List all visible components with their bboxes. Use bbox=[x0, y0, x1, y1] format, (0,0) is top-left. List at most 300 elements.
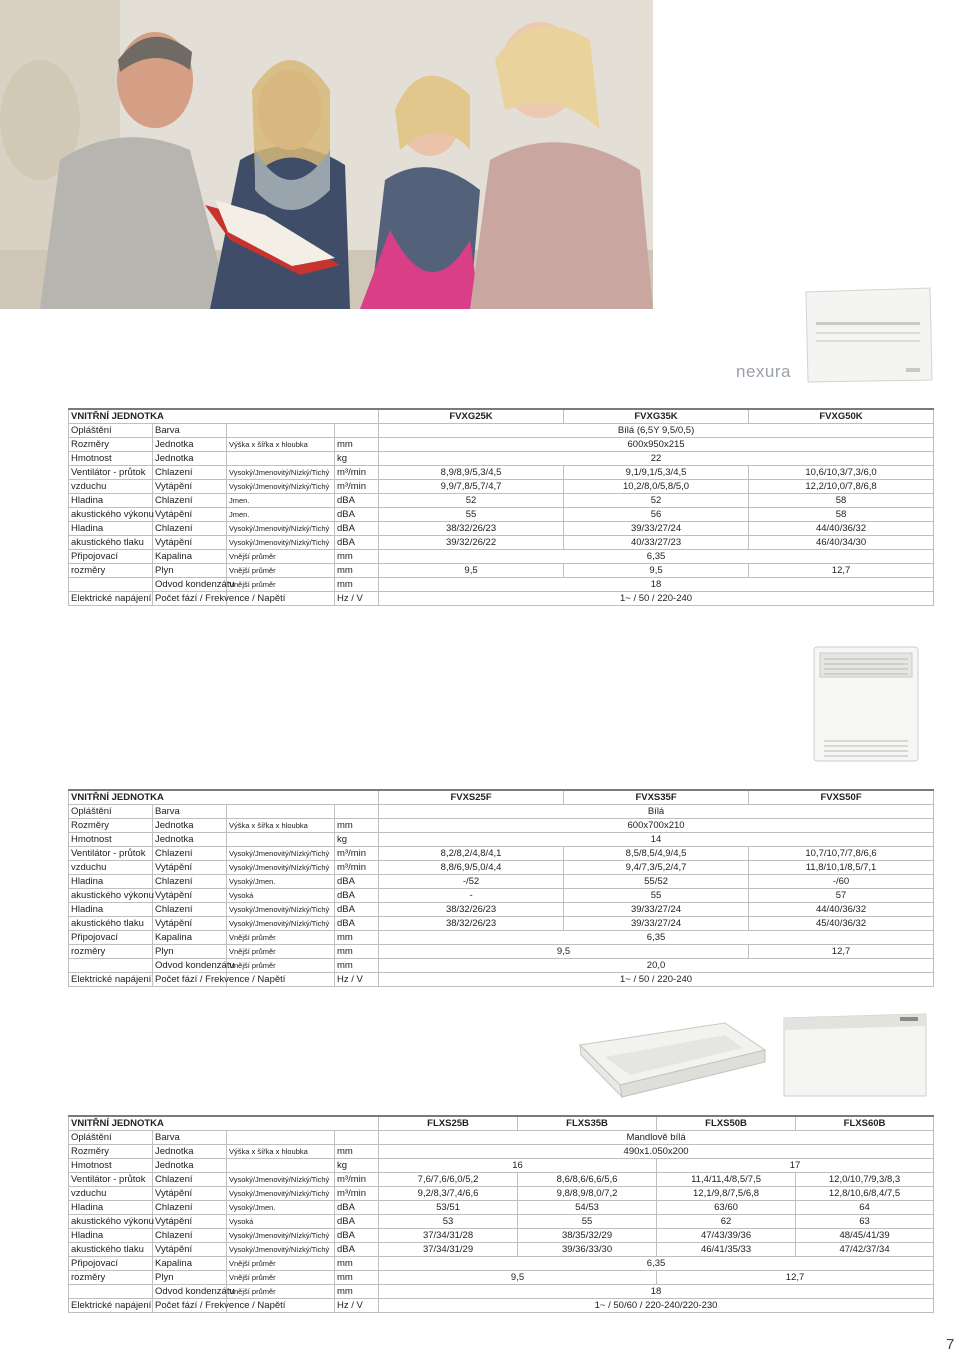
row-group-label: akustického výkonu bbox=[69, 1215, 153, 1229]
row-sublabel bbox=[227, 1159, 335, 1173]
value-cell: 46/40/34/30 bbox=[749, 536, 934, 550]
value-cell: 600x950x215 bbox=[379, 438, 934, 452]
row-unit: dBA bbox=[335, 889, 379, 903]
value-cell: 600x700x210 bbox=[379, 819, 934, 833]
value-cell: 47/42/37/34 bbox=[796, 1243, 934, 1257]
row-sublabel: Vnější průměr bbox=[227, 1271, 335, 1285]
value-cell: Mandlově bílá bbox=[379, 1131, 934, 1145]
row-unit: dBA bbox=[335, 536, 379, 550]
row-unit: kg bbox=[335, 833, 379, 847]
row-sublabel: Vysoký/Jmenovitý/Nízký/Tichý bbox=[227, 536, 335, 550]
value-cell: 9,2/8,3/7,4/6,6 bbox=[379, 1187, 518, 1201]
row-label: Chlazení bbox=[153, 494, 227, 508]
row-unit: dBA bbox=[335, 917, 379, 931]
table-row bbox=[69, 438, 934, 452]
row-unit: dBA bbox=[335, 494, 379, 508]
row-label: Jednotka bbox=[153, 438, 227, 452]
value-cell: 8,8/6,9/5,0/4,4 bbox=[379, 861, 564, 875]
row-sublabel: Vysoký/Jmenovitý/Nízký/Tichý bbox=[227, 861, 335, 875]
table-row bbox=[69, 1229, 934, 1243]
row-label: Jednotka bbox=[153, 1145, 227, 1159]
value-cell: -/60 bbox=[749, 875, 934, 889]
value-cell: 6,35 bbox=[379, 550, 934, 564]
row-sublabel: Vnější průměr bbox=[227, 1257, 335, 1271]
value-cell: 8,2/8,2/4,8/4,1 bbox=[379, 847, 564, 861]
row-sublabel: Vnější průměr bbox=[227, 959, 335, 973]
row-sublabel: Vysoký/Jmenovitý/Nízký/Tichý bbox=[227, 522, 335, 536]
row-label: Jednotka bbox=[153, 833, 227, 847]
row-unit: Hz / V bbox=[335, 973, 379, 987]
value-cell: 38/35/32/29 bbox=[518, 1229, 657, 1243]
value-cell: 56 bbox=[564, 508, 749, 522]
row-group-label: akustického tlaku bbox=[69, 1243, 153, 1257]
model-column-header: FLXS60B bbox=[796, 1116, 934, 1131]
table-row bbox=[69, 564, 934, 578]
row-sublabel: Výška x šířka x hloubka bbox=[227, 438, 335, 452]
table-row bbox=[69, 424, 934, 438]
table-row bbox=[69, 466, 934, 480]
row-sublabel: Vnější průměr bbox=[227, 564, 335, 578]
table-row bbox=[69, 508, 934, 522]
row-group-label: Rozměry bbox=[69, 1145, 153, 1159]
value-cell: 64 bbox=[796, 1201, 934, 1215]
row-group-label bbox=[69, 1285, 153, 1299]
model-column-header: FLXS35B bbox=[518, 1116, 657, 1131]
row-sublabel bbox=[227, 424, 335, 438]
row-label: Vytápění bbox=[153, 1187, 227, 1201]
value-cell: 8,5/8,5/4,9/4,5 bbox=[564, 847, 749, 861]
value-cell: 55 bbox=[564, 889, 749, 903]
row-sublabel: Výška x šířka x hloubka bbox=[227, 1145, 335, 1159]
model-column-header: FVXG35K bbox=[564, 409, 749, 424]
page-number: 7 bbox=[946, 1336, 955, 1353]
row-unit: m³/min bbox=[335, 1173, 379, 1187]
table-row bbox=[69, 861, 934, 875]
row-label: Chlazení bbox=[153, 1173, 227, 1187]
row-sublabel: Vysoký/Jmen. bbox=[227, 875, 335, 889]
row-label: Počet fází / Frekvence / Napětí bbox=[153, 592, 227, 606]
row-label: Odvod kondenzátu bbox=[153, 578, 227, 592]
value-cell: 57 bbox=[749, 889, 934, 903]
table-row bbox=[69, 1285, 934, 1299]
row-group-label: vzduchu bbox=[69, 480, 153, 494]
table-row bbox=[69, 1159, 934, 1173]
row-group-label: vzduchu bbox=[69, 1187, 153, 1201]
value-cell: 1~ / 50 / 220-240 bbox=[379, 592, 934, 606]
value-cell: 62 bbox=[657, 1215, 796, 1229]
model-column-header: FLXS50B bbox=[657, 1116, 796, 1131]
row-label: Odvod kondenzátu bbox=[153, 1285, 227, 1299]
row-group-label: Hladina bbox=[69, 875, 153, 889]
value-cell: 16 bbox=[379, 1159, 657, 1173]
row-unit: m³/min bbox=[335, 480, 379, 494]
row-unit: Hz / V bbox=[335, 592, 379, 606]
row-group-label: Hmotnost bbox=[69, 1159, 153, 1173]
row-sublabel: Vnější průměr bbox=[227, 945, 335, 959]
value-cell: 18 bbox=[379, 1285, 934, 1299]
table-row bbox=[69, 1215, 934, 1229]
row-sublabel: Vysoký/Jmenovitý/Nízký/Tichý bbox=[227, 903, 335, 917]
value-cell: 55 bbox=[518, 1215, 657, 1229]
value-cell: 490x1.050x200 bbox=[379, 1145, 934, 1159]
value-cell: 8,6/8,6/6,6/5,6 bbox=[518, 1173, 657, 1187]
row-unit: mm bbox=[335, 1271, 379, 1285]
row-group-label: Opláštění bbox=[69, 1131, 153, 1145]
row-label: Plyn bbox=[153, 945, 227, 959]
row-unit bbox=[335, 1131, 379, 1145]
value-cell: 9,5 bbox=[379, 564, 564, 578]
row-group-label: akustického výkonu bbox=[69, 508, 153, 522]
table-row bbox=[69, 903, 934, 917]
table-header-row bbox=[69, 790, 934, 805]
spec-table-fvxs bbox=[68, 789, 934, 987]
value-cell: -/52 bbox=[379, 875, 564, 889]
value-cell: 52 bbox=[379, 494, 564, 508]
row-label: Chlazení bbox=[153, 875, 227, 889]
row-label: Barva bbox=[153, 805, 227, 819]
row-group-label: Hladina bbox=[69, 1229, 153, 1243]
row-group-label: Hladina bbox=[69, 903, 153, 917]
table-row bbox=[69, 1131, 934, 1145]
value-cell: 12,8/10,6/8,4/7,5 bbox=[796, 1187, 934, 1201]
spec-table-body bbox=[69, 790, 934, 987]
row-sublabel: Vnější průměr bbox=[227, 931, 335, 945]
row-group-label: Připojovací bbox=[69, 550, 153, 564]
value-cell: 63 bbox=[796, 1215, 934, 1229]
table-row bbox=[69, 819, 934, 833]
row-group-label: Hmotnost bbox=[69, 833, 153, 847]
table-row bbox=[69, 536, 934, 550]
value-cell: 58 bbox=[749, 494, 934, 508]
row-sublabel: Jmen. bbox=[227, 508, 335, 522]
row-sublabel: Vysoký/Jmenovitý/Nízký/Tichý bbox=[227, 466, 335, 480]
value-cell: 9,4/7,3/5,2/4,7 bbox=[564, 861, 749, 875]
value-cell: 9,5 bbox=[564, 564, 749, 578]
table-row bbox=[69, 973, 934, 987]
table-row bbox=[69, 522, 934, 536]
row-unit: kg bbox=[335, 452, 379, 466]
value-cell: 11,4/11,4/8,5/7,5 bbox=[657, 1173, 796, 1187]
row-sublabel: Vysoká bbox=[227, 889, 335, 903]
table-row bbox=[69, 1257, 934, 1271]
value-cell: 12,2/10,0/7,8/6,8 bbox=[749, 480, 934, 494]
table-row bbox=[69, 917, 934, 931]
value-cell: 47/43/39/36 bbox=[657, 1229, 796, 1243]
row-label: Kapalina bbox=[153, 1257, 227, 1271]
row-group-label: Opláštění bbox=[69, 424, 153, 438]
row-group-label: Připojovací bbox=[69, 1257, 153, 1271]
value-cell: - bbox=[379, 889, 564, 903]
table-row bbox=[69, 1299, 934, 1313]
table-row bbox=[69, 494, 934, 508]
product-image-ceiling-unit bbox=[575, 1015, 770, 1100]
value-cell: 12,7 bbox=[749, 564, 934, 578]
row-sublabel bbox=[227, 1131, 335, 1145]
value-cell: 12,0/10,7/9,3/8,3 bbox=[796, 1173, 934, 1187]
row-unit: dBA bbox=[335, 1243, 379, 1257]
table-row bbox=[69, 959, 934, 973]
row-sublabel: Vnější průměr bbox=[227, 1285, 335, 1299]
table-row bbox=[69, 1173, 934, 1187]
table-row bbox=[69, 452, 934, 466]
value-cell: 11,8/10,1/8,5/7,1 bbox=[749, 861, 934, 875]
row-unit: mm bbox=[335, 1257, 379, 1271]
spec-table-fvxg bbox=[68, 408, 934, 606]
value-cell: 39/33/27/24 bbox=[564, 522, 749, 536]
value-cell: 7,6/7,6/6,0/5,2 bbox=[379, 1173, 518, 1187]
value-cell: 45/40/36/32 bbox=[749, 917, 934, 931]
row-sublabel bbox=[227, 805, 335, 819]
table-row bbox=[69, 889, 934, 903]
table-row bbox=[69, 833, 934, 847]
value-cell: 54/53 bbox=[518, 1201, 657, 1215]
row-sublabel: Vnější průměr bbox=[227, 550, 335, 564]
value-cell: 38/32/26/23 bbox=[379, 522, 564, 536]
row-sublabel: Vysoký/Jmen. bbox=[227, 1201, 335, 1215]
value-cell: 1~ / 50/60 / 220-240/220-230 bbox=[379, 1299, 934, 1313]
row-unit: dBA bbox=[335, 875, 379, 889]
value-cell: 22 bbox=[379, 452, 934, 466]
value-cell: Bílá (6,5Y 9,5/0,5) bbox=[379, 424, 934, 438]
row-label: Jednotka bbox=[153, 452, 227, 466]
row-group-label: Hmotnost bbox=[69, 452, 153, 466]
value-cell: 8,9/8,9/5,3/4,5 bbox=[379, 466, 564, 480]
row-group-label: rozměry bbox=[69, 945, 153, 959]
row-sublabel: Vysoký/Jmenovitý/Nízký/Tichý bbox=[227, 1187, 335, 1201]
row-label: Plyn bbox=[153, 1271, 227, 1285]
row-unit: m³/min bbox=[335, 861, 379, 875]
row-unit: mm bbox=[335, 819, 379, 833]
row-sublabel: Vysoký/Jmenovitý/Nízký/Tichý bbox=[227, 480, 335, 494]
row-group-label: rozměry bbox=[69, 564, 153, 578]
row-sublabel: Vysoký/Jmenovitý/Nízký/Tichý bbox=[227, 917, 335, 931]
row-label: Počet fází / Frekvence / Napětí bbox=[153, 1299, 227, 1313]
spec-table-flxs bbox=[68, 1115, 934, 1313]
value-cell: 6,35 bbox=[379, 931, 934, 945]
row-label: Chlazení bbox=[153, 1201, 227, 1215]
value-cell: 20,0 bbox=[379, 959, 934, 973]
row-group-label: Ventilátor - průtok bbox=[69, 847, 153, 861]
row-label: Chlazení bbox=[153, 847, 227, 861]
row-group-label: Hladina bbox=[69, 494, 153, 508]
row-group-label: Opláštění bbox=[69, 805, 153, 819]
row-unit: kg bbox=[335, 1159, 379, 1173]
table-row bbox=[69, 875, 934, 889]
product-image-floor-ceiling-unit bbox=[780, 1010, 930, 1100]
row-unit: mm bbox=[335, 959, 379, 973]
value-cell: 6,35 bbox=[379, 1257, 934, 1271]
row-label: Vytápění bbox=[153, 1243, 227, 1257]
table-header-label: VNITŘNÍ JEDNOTKA bbox=[69, 1116, 379, 1131]
row-group-label: Elektrické napájení bbox=[69, 973, 153, 987]
row-sublabel: Vysoká bbox=[227, 1215, 335, 1229]
table-row bbox=[69, 480, 934, 494]
value-cell: 17 bbox=[657, 1159, 934, 1173]
row-label: Odvod kondenzátu bbox=[153, 959, 227, 973]
table-row bbox=[69, 1271, 934, 1285]
table-row bbox=[69, 1187, 934, 1201]
value-cell: 63/60 bbox=[657, 1201, 796, 1215]
row-group-label: Rozměry bbox=[69, 819, 153, 833]
row-sublabel: Vnější průměr bbox=[227, 578, 335, 592]
row-label: Vytápění bbox=[153, 917, 227, 931]
row-label: Vytápění bbox=[153, 480, 227, 494]
table-header-label: VNITŘNÍ JEDNOTKA bbox=[69, 409, 379, 424]
row-group-label: akustického výkonu bbox=[69, 889, 153, 903]
value-cell: 46/41/35/33 bbox=[657, 1243, 796, 1257]
value-cell: 52 bbox=[564, 494, 749, 508]
family-photo bbox=[0, 0, 653, 309]
row-label: Kapalina bbox=[153, 931, 227, 945]
row-unit bbox=[335, 424, 379, 438]
table-row bbox=[69, 550, 934, 564]
row-unit: mm bbox=[335, 1285, 379, 1299]
table-row bbox=[69, 847, 934, 861]
value-cell: 44/40/36/32 bbox=[749, 522, 934, 536]
value-cell: 39/32/26/22 bbox=[379, 536, 564, 550]
value-cell: 9,8/8,9/8,0/7,2 bbox=[518, 1187, 657, 1201]
value-cell: 55/52 bbox=[564, 875, 749, 889]
value-cell: 40/33/27/23 bbox=[564, 536, 749, 550]
spec-table-body bbox=[69, 1116, 934, 1313]
value-cell: 53 bbox=[379, 1215, 518, 1229]
value-cell: 38/32/26/23 bbox=[379, 903, 564, 917]
row-unit: mm bbox=[335, 564, 379, 578]
table-row bbox=[69, 1243, 934, 1257]
row-label: Jednotka bbox=[153, 1159, 227, 1173]
table-row bbox=[69, 1201, 934, 1215]
value-cell: 58 bbox=[749, 508, 934, 522]
value-cell: 10,7/10,7/7,8/6,6 bbox=[749, 847, 934, 861]
row-label: Vytápění bbox=[153, 536, 227, 550]
row-unit: mm bbox=[335, 1145, 379, 1159]
row-unit: dBA bbox=[335, 508, 379, 522]
value-cell: 9,9/7,8/5,7/4,7 bbox=[379, 480, 564, 494]
brand-logo-nexura: nexura bbox=[736, 362, 791, 381]
row-group-label: vzduchu bbox=[69, 861, 153, 875]
value-cell: 10,6/10,3/7,3/6,0 bbox=[749, 466, 934, 480]
row-label: Vytápění bbox=[153, 861, 227, 875]
row-unit: dBA bbox=[335, 522, 379, 536]
row-label: Vytápění bbox=[153, 508, 227, 522]
row-group-label: Rozměry bbox=[69, 438, 153, 452]
table-header-label: VNITŘNÍ JEDNOTKA bbox=[69, 790, 379, 805]
row-unit: dBA bbox=[335, 1215, 379, 1229]
row-label: Chlazení bbox=[153, 1229, 227, 1243]
row-label: Barva bbox=[153, 424, 227, 438]
value-cell: 1~ / 50 / 220-240 bbox=[379, 973, 934, 987]
value-cell: 9,5 bbox=[379, 1271, 657, 1285]
value-cell: 9,5 bbox=[379, 945, 749, 959]
row-unit bbox=[335, 805, 379, 819]
value-cell: 53/51 bbox=[379, 1201, 518, 1215]
model-column-header: FLXS25B bbox=[379, 1116, 518, 1131]
value-cell: 44/40/36/32 bbox=[749, 903, 934, 917]
row-group-label bbox=[69, 578, 153, 592]
table-header-row bbox=[69, 409, 934, 424]
product-image-nexura bbox=[798, 288, 938, 383]
model-column-header: FVXS25F bbox=[379, 790, 564, 805]
row-unit: m³/min bbox=[335, 1187, 379, 1201]
spec-table-body bbox=[69, 409, 934, 606]
value-cell: 37/34/31/29 bbox=[379, 1243, 518, 1257]
row-group-label: akustického tlaku bbox=[69, 536, 153, 550]
row-label: Plyn bbox=[153, 564, 227, 578]
value-cell: 14 bbox=[379, 833, 934, 847]
table-row bbox=[69, 592, 934, 606]
model-column-header: FVXS35F bbox=[564, 790, 749, 805]
row-sublabel bbox=[227, 833, 335, 847]
row-group-label: Ventilátor - průtok bbox=[69, 466, 153, 480]
row-unit: mm bbox=[335, 438, 379, 452]
table-row bbox=[69, 931, 934, 945]
value-cell: 18 bbox=[379, 578, 934, 592]
row-sublabel: Vysoký/Jmenovitý/Nízký/Tichý bbox=[227, 1229, 335, 1243]
row-label: Vytápění bbox=[153, 889, 227, 903]
table-row bbox=[69, 805, 934, 819]
row-label: Kapalina bbox=[153, 550, 227, 564]
value-cell: 10,2/8,0/5,8/5,0 bbox=[564, 480, 749, 494]
row-group-label: Ventilátor - průtok bbox=[69, 1173, 153, 1187]
product-image-floor-unit bbox=[812, 645, 920, 763]
row-group-label: Hladina bbox=[69, 1201, 153, 1215]
row-unit: mm bbox=[335, 578, 379, 592]
row-group-label: Elektrické napájení bbox=[69, 592, 153, 606]
value-cell: 12,7 bbox=[657, 1271, 934, 1285]
row-unit: dBA bbox=[335, 1201, 379, 1215]
row-unit: dBA bbox=[335, 1229, 379, 1243]
row-unit: Hz / V bbox=[335, 1299, 379, 1313]
row-unit: mm bbox=[335, 550, 379, 564]
table-row bbox=[69, 578, 934, 592]
row-sublabel: Vysoký/Jmenovitý/Nízký/Tichý bbox=[227, 1173, 335, 1187]
model-column-header: FVXG25K bbox=[379, 409, 564, 424]
row-group-label: Elektrické napájení bbox=[69, 1299, 153, 1313]
row-sublabel: Vysoký/Jmenovitý/Nízký/Tichý bbox=[227, 847, 335, 861]
row-label: Počet fází / Frekvence / Napětí bbox=[153, 973, 227, 987]
row-sublabel bbox=[227, 452, 335, 466]
value-cell: 39/33/27/24 bbox=[564, 903, 749, 917]
row-group-label bbox=[69, 959, 153, 973]
model-column-header: FVXG50K bbox=[749, 409, 934, 424]
row-label: Barva bbox=[153, 1131, 227, 1145]
row-group-label: rozměry bbox=[69, 1271, 153, 1285]
row-label: Chlazení bbox=[153, 522, 227, 536]
value-cell: Bílá bbox=[379, 805, 934, 819]
value-cell: 9,1/9,1/5,3/4,5 bbox=[564, 466, 749, 480]
row-sublabel: Jmen. bbox=[227, 494, 335, 508]
row-unit: m³/min bbox=[335, 466, 379, 480]
value-cell: 12,1/9,8/7,5/6,8 bbox=[657, 1187, 796, 1201]
row-sublabel: Výška x šířka x hloubka bbox=[227, 819, 335, 833]
row-label: Chlazení bbox=[153, 903, 227, 917]
row-label: Jednotka bbox=[153, 819, 227, 833]
row-label: Chlazení bbox=[153, 466, 227, 480]
table-row bbox=[69, 1145, 934, 1159]
row-unit: dBA bbox=[335, 903, 379, 917]
row-label: Vytápění bbox=[153, 1215, 227, 1229]
value-cell: 38/32/26/23 bbox=[379, 917, 564, 931]
row-unit: mm bbox=[335, 945, 379, 959]
value-cell: 39/33/27/24 bbox=[564, 917, 749, 931]
row-group-label: akustického tlaku bbox=[69, 917, 153, 931]
row-group-label: Připojovací bbox=[69, 931, 153, 945]
row-group-label: Hladina bbox=[69, 522, 153, 536]
value-cell: 12,7 bbox=[749, 945, 934, 959]
row-unit: mm bbox=[335, 931, 379, 945]
value-cell: 37/34/31/28 bbox=[379, 1229, 518, 1243]
value-cell: 39/36/33/30 bbox=[518, 1243, 657, 1257]
